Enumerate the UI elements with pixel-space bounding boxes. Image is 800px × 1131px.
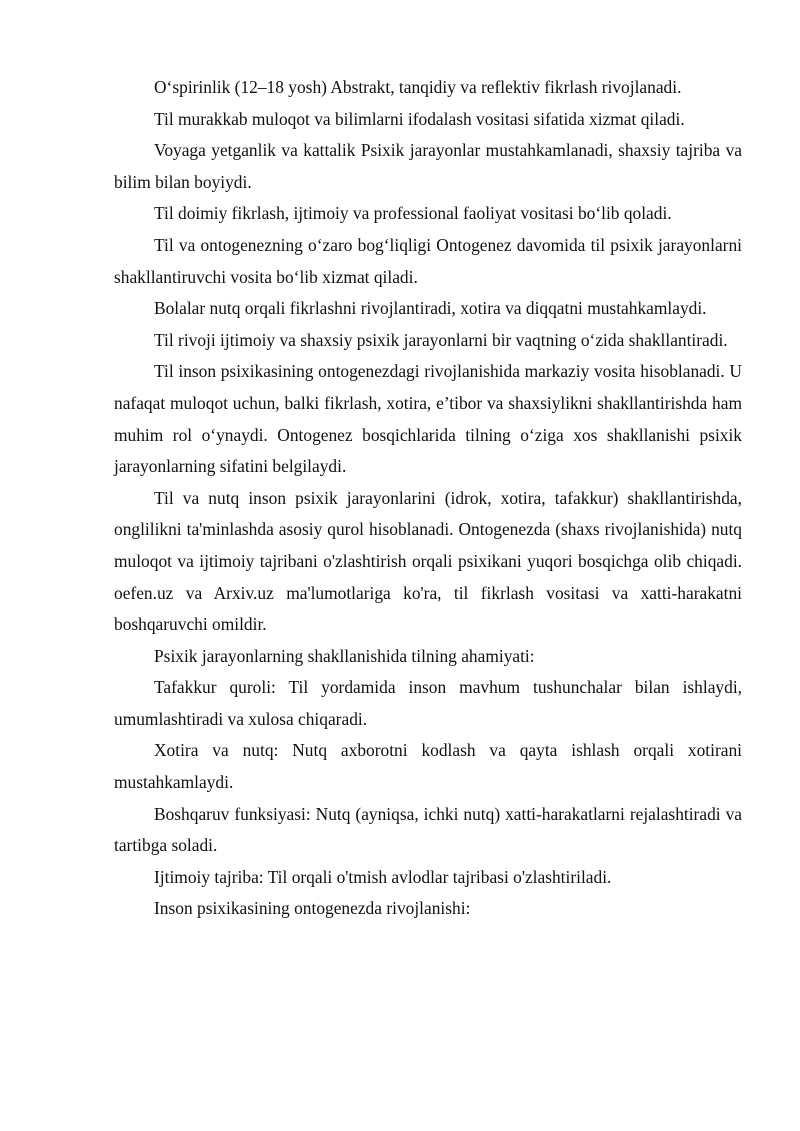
paragraph-language-central-tool: Til inson psixikasining ontogenezdagi rivojlanishida markaziy vosita hisoblanadi. U nafaqat muloqot uchun, balki fikrlash, xotira, e’tibor va shaxsiylikni shakllantirishda ham muhim rol o‘ynaydi. Ontogenez bosqichlarida tilning o‘ziga xos shakllanishi psixik jarayonlarning sifatini belgilaydi. — [114, 361, 742, 477]
paragraph-control-function: Boshqaruv funksiyasi: Nutq (ayniqsa, ichki nutq) xatti-harakatlarni rejalashtiradi va tartibga soladi. — [114, 803, 742, 856]
paragraph-language-complex-communication: Til murakkab muloqot va bilimlarni ifodalash vositasi sifatida xizmat qiladi. — [154, 108, 685, 129]
paragraph-social-experience: Ijtimoiy tajriba: Til orqali o'tmish avlodlar tajribasi o'zlashtiriladi. — [154, 866, 612, 887]
paragraph-importance-heading: Psixik jarayonlarning shakllanishida tilning ahamiyati: — [154, 645, 535, 666]
paragraph-ontogenesis-heading: Inson psixikasining ontogenezda rivojlanishi: — [154, 898, 471, 919]
paragraph-language-constant-tool: Til doimiy fikrlash, ijtimoiy va professional faoliyat vositasi bo‘lib qoladi. — [154, 203, 672, 224]
paragraph-language-development: Til rivoji ijtimoiy va shaxsiy psixik jarayonlarni bir vaqtning o‘zida shakllantiradi. — [154, 329, 728, 350]
paragraph-language-speech-processes: Til va nutq inson psixik jarayonlarini (idrok, xotira, tafakkur) shakllantirishda, onglilikni ta'minlashda asosiy qurol hisoblanadi. Ontogenezda (shaxs rivojlanishida) nutq muloqot va ijtimoiy tajribani o'zlashtirish orqali psixikani yuqori bosqichga olib chiqadi. oefen.uz va Arxiv.uz ma'lumotlariga ko'ra, til fikrlash vositasi va xatti-harakatni boshqaruvchi omildir. — [114, 487, 742, 635]
paragraph-thinking-tool: Tafakkur quroli: Til yordamida inson mavhum tushunchalar bilan ishlaydi, umumlashtiradi va xulosa chiqaradi. — [114, 677, 742, 729]
paragraph-adulthood: Voyaga yetganlik va kattalik Psixik jarayonlar mustahkamlanadi, shaxsiy tajriba va bilim bilan boyiydi. — [114, 140, 742, 192]
paragraph-children-speech: Bolalar nutq orqali fikrlashni rivojlantiradi, xotira va diqqatni mustahkamlaydi. — [154, 298, 707, 319]
paragraph-adolescence: O‘spirinlik (12–18 yosh) Abstrakt, tanqidiy va reflektiv fikrlash rivojlanadi. — [154, 77, 682, 97]
document-body — [114, 72, 742, 925]
paragraph-memory-speech: Xotira va nutq: Nutq axborotni kodlash va qayta ishlash orqali xotirani mustahkamlaydi. — [114, 740, 742, 793]
paragraph-language-ontogenesis-link: Til va ontogenezning o‘zaro bog‘liqligi Ontogenez davomida til psixik jarayonlarni shakllantiruvchi vosita bo‘lib xizmat qiladi. — [114, 234, 742, 287]
